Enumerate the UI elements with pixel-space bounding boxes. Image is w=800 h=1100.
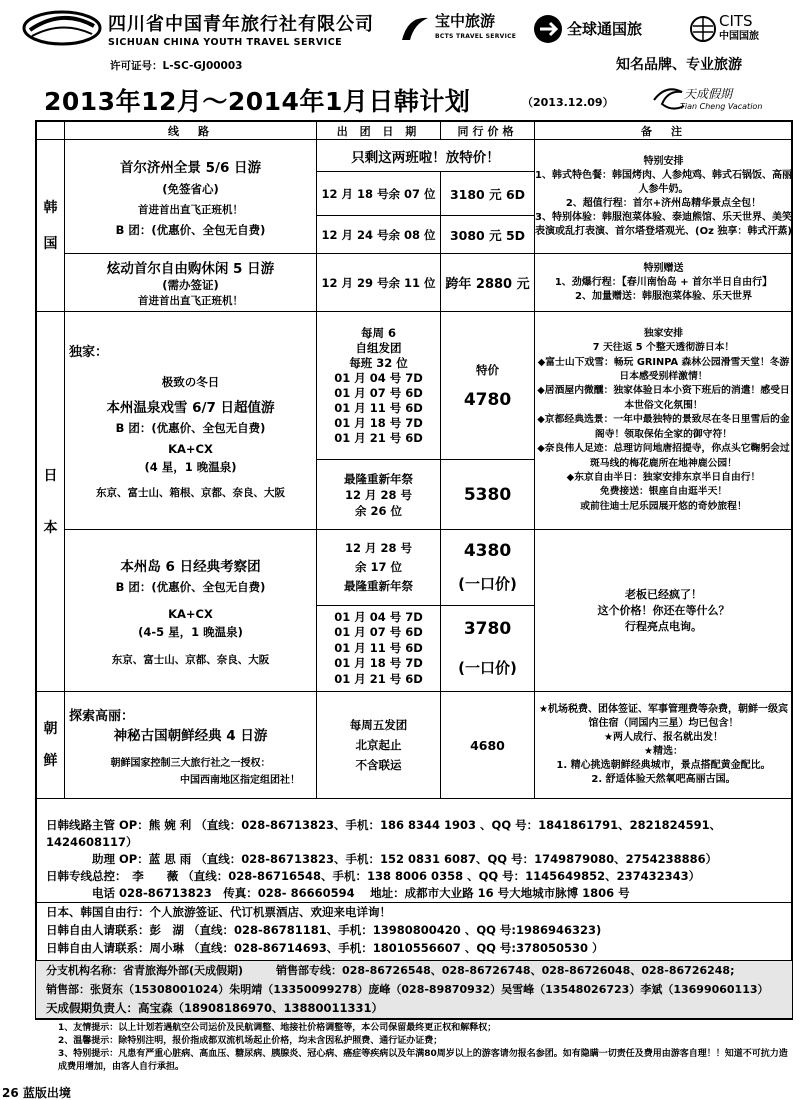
special-price-banner: 只剩这两班啦！放特价！ — [317, 140, 535, 172]
date-cell: 每周五发团 北京起止 不含联运 — [317, 692, 441, 799]
date-cell: 01 月 04 号 7D 01 月 07 号 6D 01 月 11 号 6D 01 月 18 号 7D 01 月 21 号 6D — [317, 606, 441, 692]
contact-line: 销售部：张贤东（15308001024）朱明靖（13350099278）庞峰（028-89870932）吴雪峰（13548026723）李斌（13699060113） — [46, 983, 769, 996]
price-cell: 4680 — [441, 692, 535, 799]
notes-japan-1: 独家安排 7 天往返 5 个整天透彻游日本！ ◆富士山下戏雪：畅玩 GRINPA 森林公园滑雪天堂！冬游日本感受别样激情！ ◆居酒屋内微醺：独家体验日本小资下班后的消遣！感受日本世俗文化氛围！ ◆京都经典选景：一年中最独特的景致尽在冬日里雪后的金阁寺！领取保佑全家的御守符！ ◆奈良伟人足迹：总理访问地唐招提寺，你点头它鞠躬会过斑马线的梅花鹿所在地神鹿公园！ ◆东京自由半日：独家安排东京半日自由行！ 免费接送：银座自由逛半天！ 或前往迪士尼乐园展开悠的奇妙旅程！ — [535, 312, 793, 530]
route-nk: 探索高丽： 神秘古国朝鲜经典 4 日游 朝鲜国家控制三大旅行社之一授权： 中国西南地区指定组团社！ — [65, 692, 317, 799]
table-row — [37, 312, 793, 460]
header-notes: 备 注 — [535, 122, 793, 140]
date-cell: 12 月 18 号余 07 位 — [317, 172, 441, 216]
notices — [58, 1022, 788, 1074]
cits-logo-icon — [690, 16, 716, 42]
country-japan: 日 本 — [37, 312, 65, 692]
page-title: 2013年12月～2014年1月日韩计划 — [44, 87, 471, 116]
date-cell: 最隆重新年祭 12 月 28 号 余 26 位 — [317, 460, 441, 530]
notice-line: 2、温馨提示：除特别注明，报价指成都双流机场起止价格，均未含因私护照费、通行证办证费； — [58, 1036, 443, 1046]
header-date: 出 团 日 期 — [317, 122, 441, 140]
table-row — [37, 140, 793, 172]
contact-line: 日韩自由人请联系：周小琳 （直线：028-86714693、手机：18010556607 、QQ 号:378050530 ） — [46, 941, 604, 955]
globe-logo-icon — [532, 13, 564, 45]
itinerary-table — [36, 121, 793, 799]
contact-line: 天成假期负责人：高宝森（18908186970、13880011331） — [46, 1001, 384, 1015]
cits-en: CITS — [719, 12, 753, 30]
contacts-branch — [36, 960, 792, 1018]
notice-line: 3、特别提示：凡患有严重心脏病、高血压、糖尿病、胰腺炎、冠心病、癌症等疾病以及年满80周岁以上的游客请勿报名参团。如有隐瞒一切责任及费用由游客自理！！知道不可抗力造成费用增加，由客人自行承担。 — [58, 1049, 788, 1072]
country-korea: 韩 国 — [37, 140, 65, 312]
contact-line: 日韩专线总控： 李 薇 （直线：028-86716548、手机：138 8006 0358 、QQ 号：1145649852、237432343） — [46, 869, 701, 883]
date-cell: 12 月 24 号余 08 位 — [317, 216, 441, 254]
slogan: 知名品牌、专业旅游 — [616, 57, 742, 73]
global-brand-name: 全球通国旅 — [567, 19, 643, 38]
country-nk: 朝 鲜 — [37, 692, 65, 799]
price-cell: 特价 4780 — [441, 312, 535, 460]
cyts-logo-icon — [22, 8, 102, 48]
route-korea-1: 首尔济州全景 5/6 日游 (免签省心) 首进首出直飞正班机！ B 团：(优惠价、全包无自费) — [65, 140, 317, 254]
global-brand — [532, 10, 642, 48]
table-row — [37, 254, 793, 312]
price-cell: 3180 元 6D — [441, 172, 535, 216]
contacts-team — [36, 817, 792, 903]
cits-brand — [690, 10, 759, 48]
contact-line: 日本、韩国自由行：个人旅游签证、代订机票酒店、欢迎来电详询！ — [46, 905, 391, 919]
notes-nk: ★机场税费、团体签证、军事管理费等杂费，朝鲜一级宾馆住宿（同国内三星）均已包含！ ★两人成行、报名就出发！ ★精选： 1. 精心挑选朝鲜经典城市，景点搭配黄金配比。 2. 舒适体验天然氧吧高丽古国。 — [535, 692, 793, 799]
company-name-en: SICHUAN CHINA YOUTH TRAVEL SERVICE — [108, 37, 343, 48]
route-korea-2: 炫动首尔自由购休闲 5 日游 (需办签证) 首进首出直飞正班机！ — [65, 254, 317, 312]
table-row — [37, 692, 793, 799]
bcts-name-en: BCTS TRAVEL SERVICE — [435, 33, 517, 40]
tiancheng-name: 天成假期 — [684, 87, 733, 101]
route-japan-2: 本州岛 6 日经典考察团 B 团：(优惠价、全包无自费) KA+CX (4-5 星，1 晚温泉) 东京、富士山、京都、奈良、大阪 — [65, 530, 317, 692]
notice-line: 1、友情提示：以上计划若遇航空公司运价及民航调整、地接社价格调整等，本公司保留最终更正权和解释权； — [58, 1023, 497, 1033]
notes-japan-2: 老板已经疯了！ 这个价格！你还在等什么？ 行程亮点电询。 — [535, 530, 793, 692]
price-cell: 4380 (一口价) — [441, 530, 535, 606]
price-cell: 5380 — [441, 460, 535, 530]
bcts-brand — [398, 10, 516, 48]
header-route: 线 路 — [65, 122, 317, 140]
tiancheng-name-en: Tian Cheng Vacation — [680, 102, 763, 111]
table-row — [37, 530, 793, 606]
bcts-logo-icon — [398, 12, 432, 46]
date-cell: 12 月 28 号 余 17 位 最隆重新年祭 — [317, 530, 441, 606]
company-name-cn: 四川省中国青年旅行社有限公司 — [108, 14, 374, 35]
notes-korea-2: 特别赠送 1、劲爆行程：【春川南怡岛 + 首尔半日自由行】 2、加量赠送：韩服泡菜体验、乐天世界 — [535, 254, 793, 312]
page-number: 26 蓝版出境 — [2, 1086, 71, 1100]
route-japan-1: 独家： 极致の冬日 本州温泉戏雪 6/7 日超值游 B 团：(优惠价、全包无自费) KA+CX (4 星，1 晚温泉) 东京、富士山、箱根、京都、奈良、大阪 — [65, 312, 317, 530]
page-header — [0, 0, 800, 118]
notes-korea-1: 特别安排 1、韩式特色餐：韩国烤肉、人参炖鸡、韩式石锅饭、高丽人参牛奶。 2、超值行程：首尔+济州岛精华景点全包！ 3、特别体验：韩服泡菜体验、泰迪熊馆、乐天世界、美笑表演或乱打表演、首尔塔登塔观光、(Oz 独享：韩式汗蒸) — [535, 140, 793, 254]
table-header-row — [37, 122, 793, 140]
price-cell: 3780 (一口价) — [441, 606, 535, 692]
price-cell: 3080 元 5D — [441, 216, 535, 254]
contact-line: 日韩线路主管 OP：熊 婉 利 （直线：028-86713823、手机：186 8344 1903 、QQ 号：1841861791、2821824591、1424608117） — [46, 818, 722, 849]
date-cell: 每周 6 自组发团 每班 32 位 01 月 04 号 7D 01 月 07 号 6D 01 月 11 号 6D 01 月 18 号 7D 01 月 21 号 6D — [317, 312, 441, 460]
cits-cn: 中国国旅 — [719, 31, 759, 42]
contact-line: 日韩自由人请联系：彭 湖 （直线：028-86781181、手机：13980800420 、QQ 号:1986946323) — [46, 923, 602, 937]
header-price: 同行价格 — [441, 122, 535, 140]
contact-line: 电话 028-86713823 传真：028- 86660594 地址：成都市大业路 16 号大地城市脉博 1806 号 — [46, 886, 630, 900]
price-cell: 跨年 2880 元 — [441, 254, 535, 312]
contact-line: 分支机构名称：省青旅海外部(天成假期) 销售部专线：028-86726548、028-86726748、028-86726048、028-86726248; — [46, 964, 735, 977]
title-date: （2013.12.09） — [522, 96, 614, 109]
date-cell: 12 月 29 号余 11 位 — [317, 254, 441, 312]
bcts-name: 宝中旅游 — [435, 12, 496, 30]
license-number: 许可证号：L-SC-GJ00003 — [110, 60, 243, 72]
contacts-free-travel — [36, 902, 792, 962]
contact-line: 助理 OP：蓝 思 雨 （直线：028-86713823、手机：152 0831 6087、QQ 号：1749879080、2754238886） — [46, 852, 718, 866]
